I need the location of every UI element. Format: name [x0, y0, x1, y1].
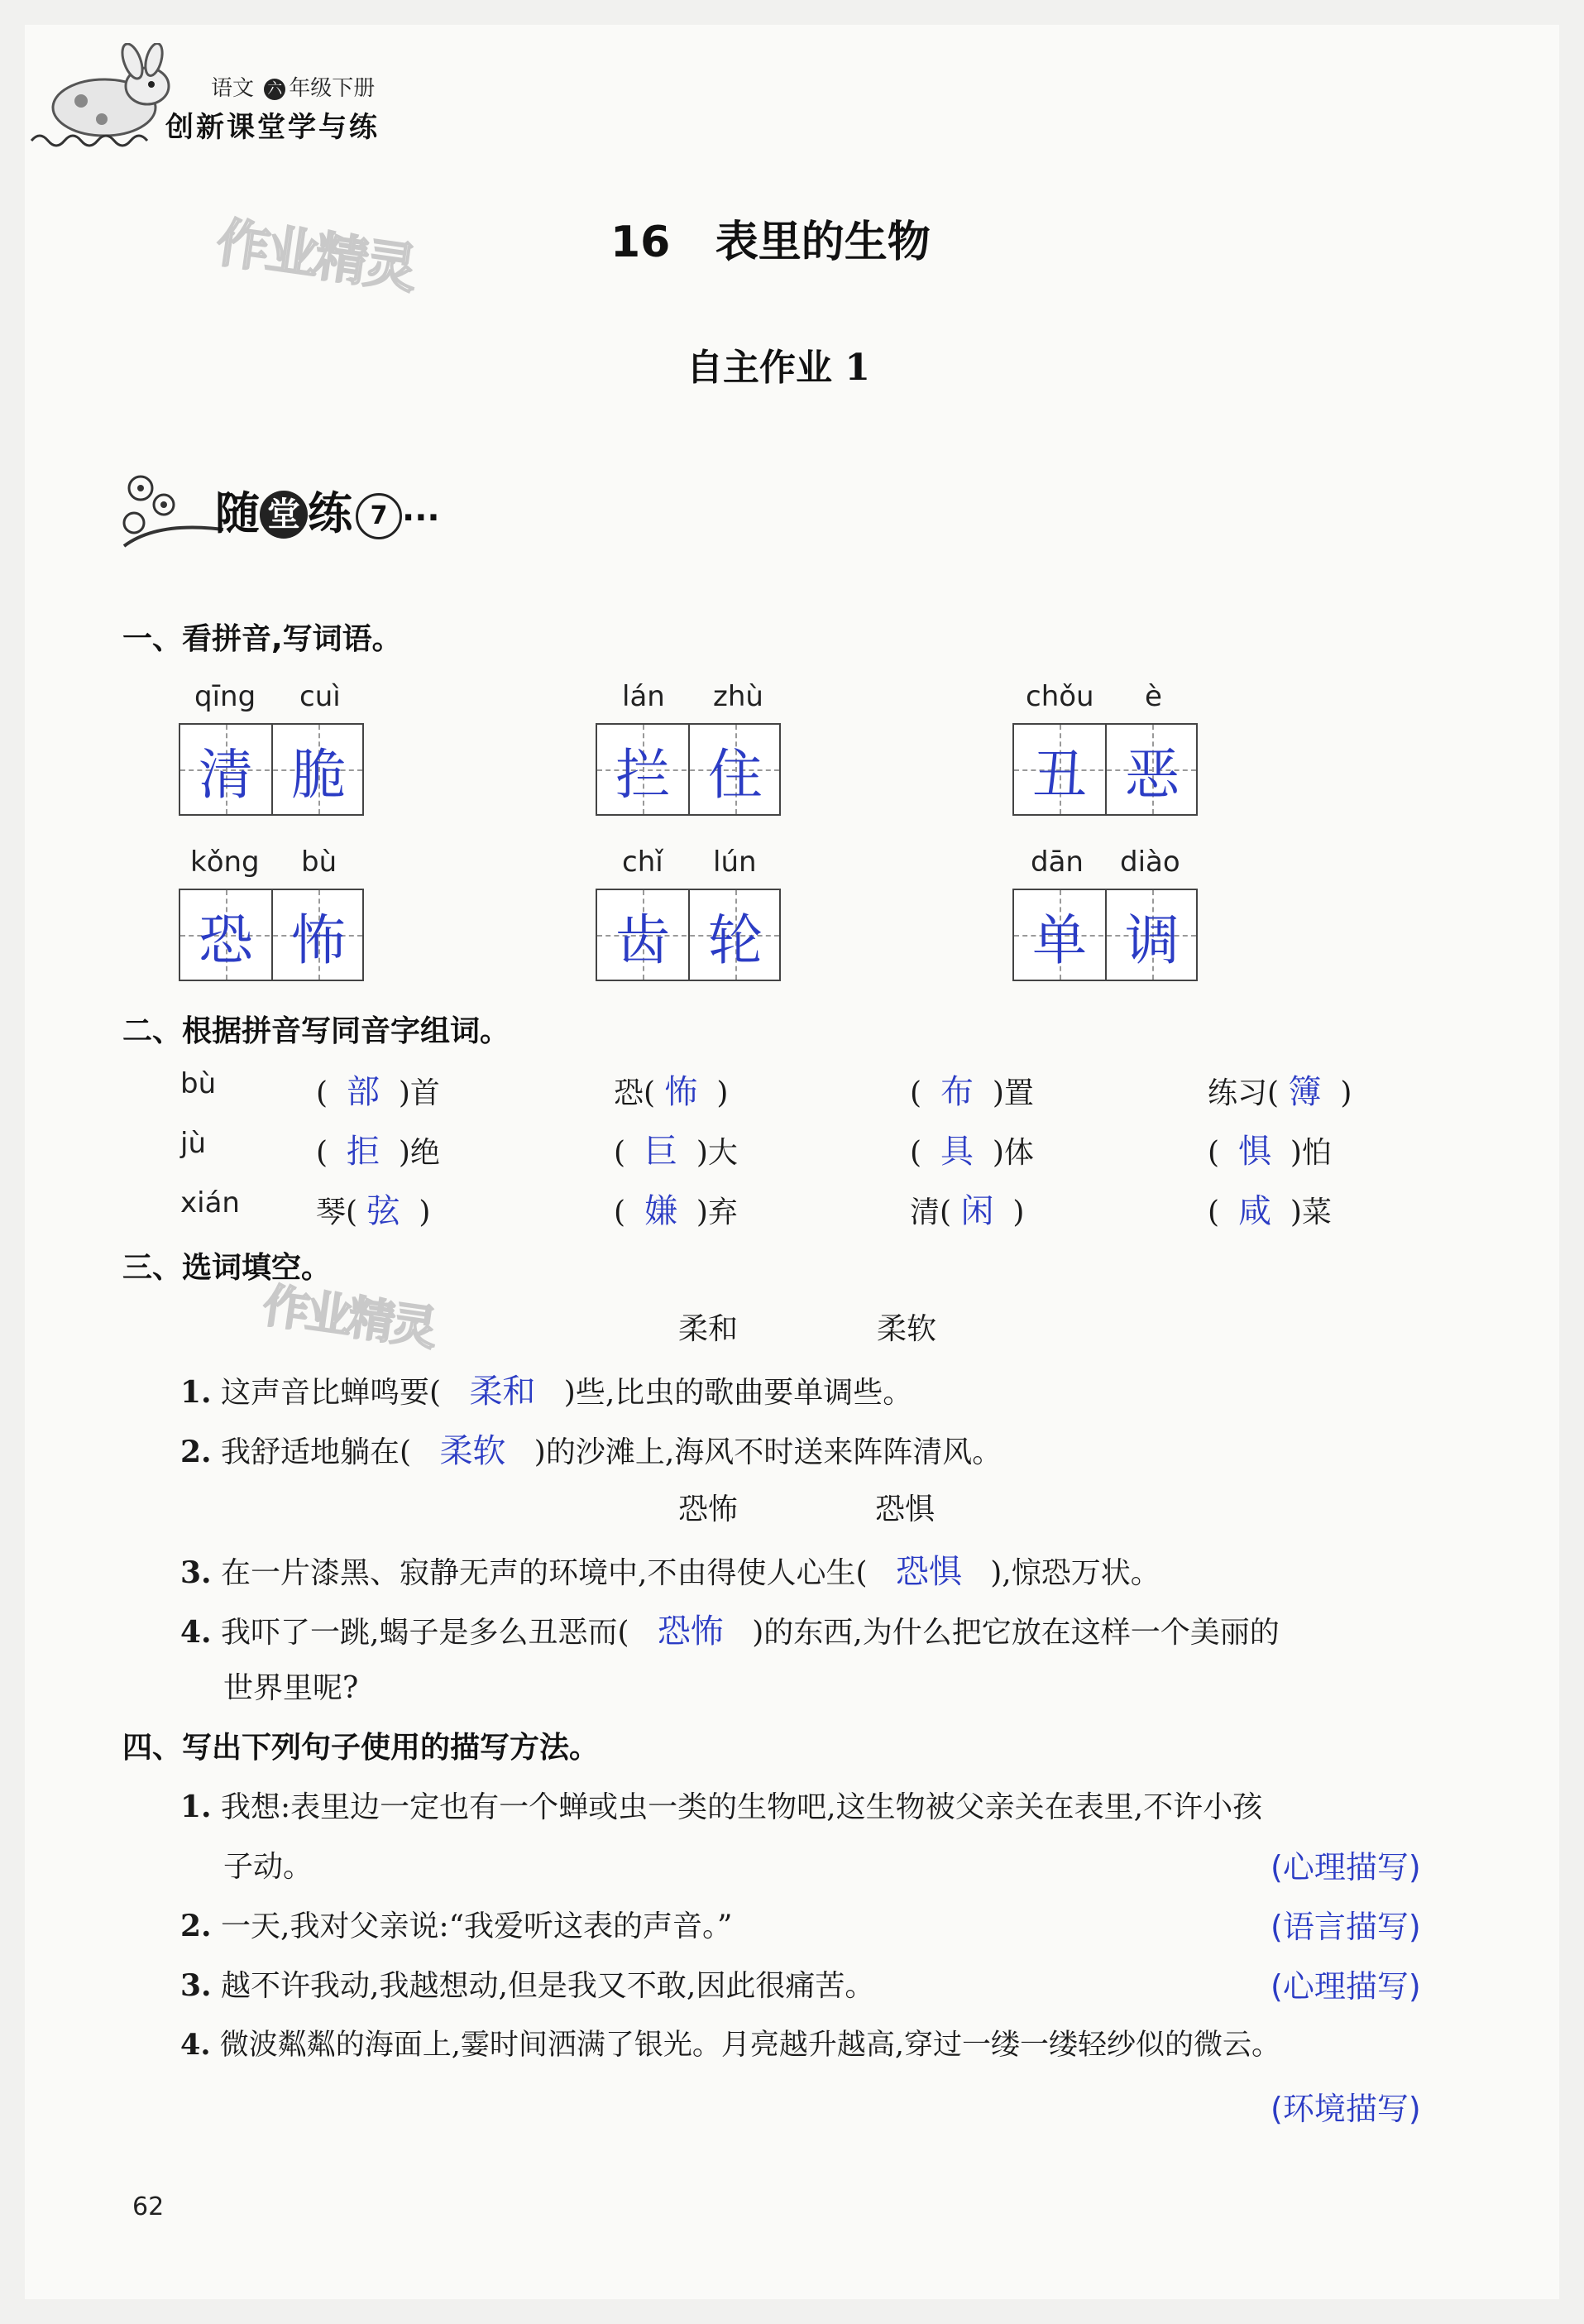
subject-label: 语文	[211, 76, 255, 101]
word-box	[596, 723, 781, 816]
word-box	[179, 723, 364, 816]
pinyin: è	[1145, 680, 1162, 713]
header-logo	[23, 43, 172, 159]
pinyin: qīng	[194, 680, 256, 713]
pinyin: diào	[1120, 846, 1180, 879]
pinyin: lán	[622, 680, 665, 713]
question-2: 2. 我舒适地躺在( 柔软 )的沙滩上,海风不时送来阵阵清风。	[180, 1432, 1003, 1470]
flower-decoration-icon	[116, 463, 232, 554]
pinyin: cuì	[299, 680, 341, 713]
page-number: 62	[132, 2192, 165, 2221]
badge-char-3: 练	[308, 487, 352, 539]
answer-char: 恐	[199, 908, 253, 972]
word-box	[596, 889, 781, 981]
practice-badge: 随 堂 练 7 ···	[116, 463, 529, 554]
answer-char: 调	[1125, 908, 1180, 972]
page-title	[610, 207, 931, 269]
header-series: 创新课堂学与练	[165, 111, 380, 144]
choice-word: 柔软	[877, 1312, 937, 1346]
answer-method: (心理描写)	[1271, 1968, 1421, 2005]
word-item: 恐( 怖 )	[614, 1073, 729, 1111]
word-item: ( 惧 )怕	[1208, 1133, 1332, 1171]
bunny-mascot-icon	[23, 43, 172, 159]
section-1-heading: 一、看拼音,写词语。	[122, 622, 402, 656]
pinyin: chǐ	[622, 846, 663, 879]
answer-char: 脆	[291, 742, 346, 807]
section-4-heading: 四、写出下列句子使用的描写方法。	[122, 1731, 600, 1765]
answer-char: 怖	[291, 908, 346, 972]
choice-word: 柔和	[678, 1312, 739, 1346]
choice-word: 恐惧	[875, 1493, 936, 1526]
word-item: ( 具 )体	[910, 1133, 1034, 1171]
section-2-heading: 二、根据拼音写同音字组词。	[122, 1014, 510, 1048]
watermark: 作业精灵	[259, 1278, 438, 1357]
answer-char: 丑	[1032, 742, 1087, 807]
answer-method: (心理描写)	[1271, 1849, 1421, 1886]
description-item-2: 2. 一天,我对父亲说:“我爱听这表的声音。”	[180, 1909, 733, 1943]
question-1: 1. 这声音比蝉鸣要( 柔和 )些,比虫的歌曲要单调些。	[180, 1373, 913, 1411]
badge-number: 7	[356, 493, 402, 539]
question-4-cont: 世界里呢?	[223, 1671, 359, 1705]
header-subject	[211, 71, 375, 102]
pinyin: jù	[180, 1127, 206, 1160]
word-item: 清( 闲 )	[910, 1192, 1025, 1230]
pinyin: zhù	[713, 680, 763, 713]
word-item: ( 布 )置	[910, 1073, 1034, 1111]
answer-char: 拦	[615, 742, 670, 807]
pinyin: bù	[301, 846, 337, 879]
pinyin: bù	[180, 1067, 217, 1100]
page-subtitle: 自主作业 1	[687, 347, 870, 389]
word-item: 琴( 弦 )	[316, 1192, 431, 1230]
answer-char: 住	[708, 742, 763, 807]
word-item: ( 咸 )菜	[1208, 1192, 1332, 1230]
description-item-1-cont: 子动。	[223, 1850, 313, 1884]
answer-method: (环境描写)	[1271, 2091, 1421, 2127]
answer-char: 齿	[615, 908, 670, 972]
question-4: 4. 我吓了一跳,蝎子是多么丑恶而( 恐怖 )的东西,为什么把它放在这样一个美丽的	[180, 1612, 1280, 1651]
description-item-4: 4. 微波粼粼的海面上,霎时间洒满了银光。月亮越升越高,穿过一缕一缕轻纱似的微云。	[180, 2028, 1280, 2062]
word-item: ( 拒 )绝	[316, 1133, 440, 1171]
pinyin: kǒng	[190, 846, 260, 879]
lesson-number: 16	[610, 218, 671, 267]
word-box	[1012, 723, 1198, 816]
grade-mark: 六	[264, 79, 285, 100]
choice-word: 恐怖	[678, 1493, 739, 1526]
watermark: 作业精灵	[213, 212, 419, 301]
pinyin: xián	[180, 1186, 240, 1220]
section-3-heading: 三、选词填空。	[122, 1251, 332, 1285]
grade-label: 年级下册	[289, 76, 376, 101]
answer-char: 恶	[1125, 742, 1180, 807]
word-item: 练习( 簿 )	[1208, 1073, 1352, 1111]
badge-char-1: 随	[215, 487, 260, 539]
description-item-1: 1. 我想:表里边一定也有一个蝉或虫一类的生物吧,这生物被父亲关在表里,不许小孩	[180, 1790, 1263, 1824]
pinyin: lún	[713, 846, 757, 879]
answer-char: 轮	[708, 908, 763, 972]
description-item-3: 3. 越不许我动,我越想动,但是我又不敢,因此很痛苦。	[180, 1968, 875, 2003]
pinyin: chǒu	[1026, 680, 1094, 713]
word-item: ( 巨 )大	[614, 1133, 738, 1171]
word-item: ( 部 )首	[316, 1073, 440, 1111]
badge-char-2: 堂	[260, 491, 308, 539]
word-box	[179, 889, 364, 981]
word-box	[1012, 889, 1198, 981]
word-item: ( 嫌 )弃	[614, 1192, 738, 1230]
answer-method: (语言描写)	[1271, 1909, 1421, 1945]
pinyin: dān	[1031, 846, 1084, 879]
lesson-name: 表里的生物	[715, 218, 931, 267]
question-3: 3. 在一片漆黑、寂静无声的环境中,不由得使人心生( 恐惧 ),惊恐万状。	[180, 1553, 1160, 1591]
answer-char: 清	[199, 742, 253, 807]
answer-char: 单	[1032, 908, 1087, 972]
